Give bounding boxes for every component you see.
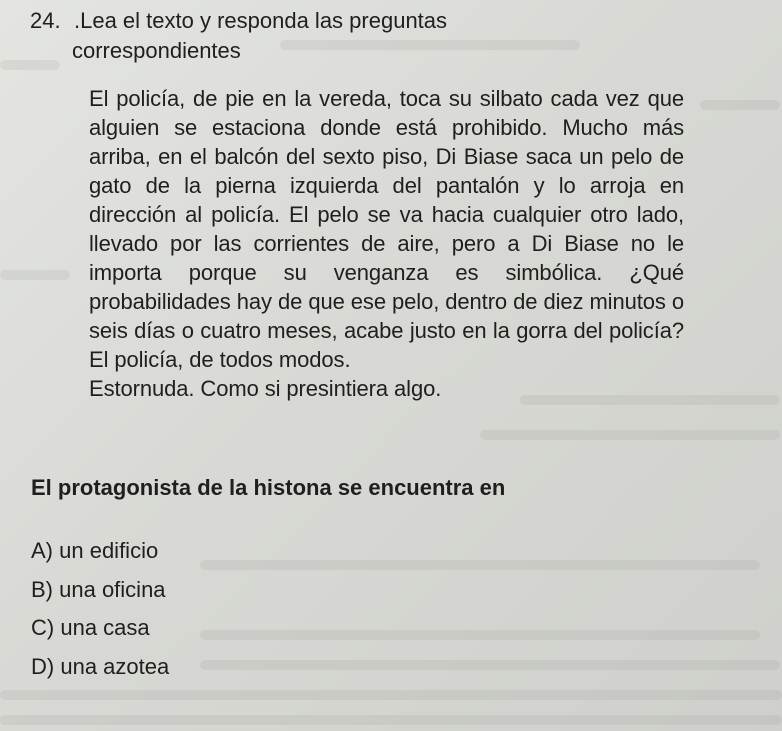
- reading-passage: [89, 84, 684, 403]
- option-b[interactable]: [31, 576, 431, 615]
- option-letter: D): [31, 653, 55, 679]
- passage-paragraph-2: Estornuda. Como si presintiera algo.: [89, 376, 442, 401]
- option-a[interactable]: [31, 537, 431, 576]
- option-letter: B): [31, 576, 53, 602]
- bleed-through-texture: [0, 270, 70, 280]
- bleed-through-texture: [700, 100, 780, 110]
- question-number: 24.: [30, 8, 61, 33]
- bleed-through-texture: [0, 690, 782, 700]
- option-text: una azotea: [60, 653, 170, 679]
- option-c[interactable]: [31, 614, 431, 653]
- option-text: un edificio: [59, 538, 159, 563]
- bleed-through-texture: [480, 430, 780, 440]
- answer-options: [31, 537, 431, 691]
- option-letter: A): [31, 538, 53, 563]
- question-prompt: El protagonista de la histona se encuentra en: [31, 475, 506, 500]
- option-letter: C): [31, 615, 55, 640]
- passage-paragraph-1: El policía, de pie en la vereda, toca su silbato cada vez que alguien se estaciona donde está prohibido. Mucho más arriba, en el balcón del sexto piso, Di Biase saca un pelo de gato de la pierna izquierda del pantalón y lo arroja en dirección al policía. El pelo se va hacia cualquier otro lado, llevado por las corrientes de aire, pero a Di Biase no le importa porque su venganza es simbólica. ¿Qué probabilidades hay de que ese pelo, dentro de diez minutos o seis días o cuatro meses, acabe justo en la gorra del policía? El policía, de todos modos.: [89, 86, 684, 372]
- option-text: una casa: [60, 615, 150, 640]
- bleed-through-texture: [0, 715, 782, 725]
- option-text: una oficina: [59, 576, 166, 602]
- question-header: [30, 6, 730, 66]
- instruction-line-2: correspondientes: [72, 38, 241, 63]
- instruction-line-1: .Lea el texto y responda las preguntas: [74, 8, 448, 33]
- option-d[interactable]: [31, 653, 431, 692]
